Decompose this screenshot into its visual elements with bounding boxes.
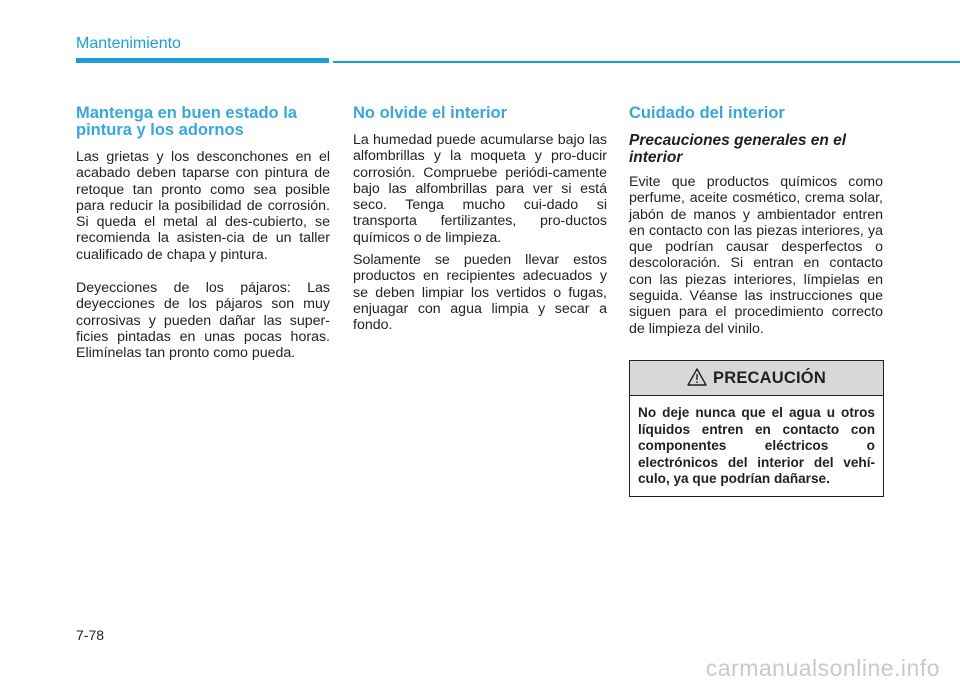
section-title: Mantenimiento (76, 35, 181, 52)
caution-title: PRECAUCIÓN (713, 368, 826, 387)
warning-triangle-icon (687, 368, 707, 386)
heading-interior: No olvide el interior (353, 104, 508, 122)
heading-interior-care: Cuidado del interior (629, 104, 785, 122)
column-interior (353, 105, 607, 340)
paragraph-humidity: La humedad puede acumularse bajo las alfombrillas y la moqueta y pro-ducir corrosión. Compruebe periódi-camente bajo las alfombrillas para ver si está seco. Tenga mucho cui-dado si transporta fertilizantes, pro-ductos químicos o de limpieza. (353, 132, 607, 246)
column-paint-care (76, 105, 330, 368)
paragraph-bird-droppings: Deyecciones de los pájaros: Las deyecciones de los pájaros son muy corrosivas y pueden dañar las super-ficies pintadas en unas pocas horas. Elimínelas tan pronto como pueda. (76, 280, 330, 362)
paragraph-paint-chips: Las grietas y los desconchones en el acabado deben taparse con pintura de retoque tan pronto como sea posible para reducir la posibilidad de corrosión. Si queda el metal al des-cubierto, se recomienda la asisten-cia de un taller cualificado de chapa y pintura. (76, 149, 330, 263)
paragraph-containers: Solamente se pueden llevar estos productos en recipientes adecuados y se deben limpiar los vertidos o fugas, enjuagar con agua limpia y secar a fondo. (353, 252, 607, 334)
paragraph-chemicals: Evite que productos químicos como perfume, aceite cosmético, crema solar, jabón de manos y ambientador entren en contacto con las piezas interiores, ya que podrían causar desperfectos o descoloración. Si entran en contacto con las piezas interiores, límpielas en seguida. Véanse las instrucciones que siguen para el procedimiento correcto de limpieza del vinilo. (629, 174, 883, 337)
watermark: carmanualsonline.info (705, 655, 940, 681)
header-rule-thin (333, 61, 960, 63)
header-rule-thick (76, 58, 329, 63)
caution-box (629, 360, 884, 497)
page-number: 7-78 (76, 627, 105, 643)
caution-text: No deje nunca que el agua u otros líquidos entren en contacto con componentes eléctricos o electrónicos del interior del vehí-culo, ya que podrían dañarse. (638, 405, 875, 486)
heading-paint-care: Mantenga en buen estado la pintura y los adornos (76, 104, 297, 139)
caution-header (630, 361, 883, 396)
subheading-general-precautions: Precauciones generales en el interior (629, 132, 847, 166)
column-interior-care (629, 105, 883, 343)
